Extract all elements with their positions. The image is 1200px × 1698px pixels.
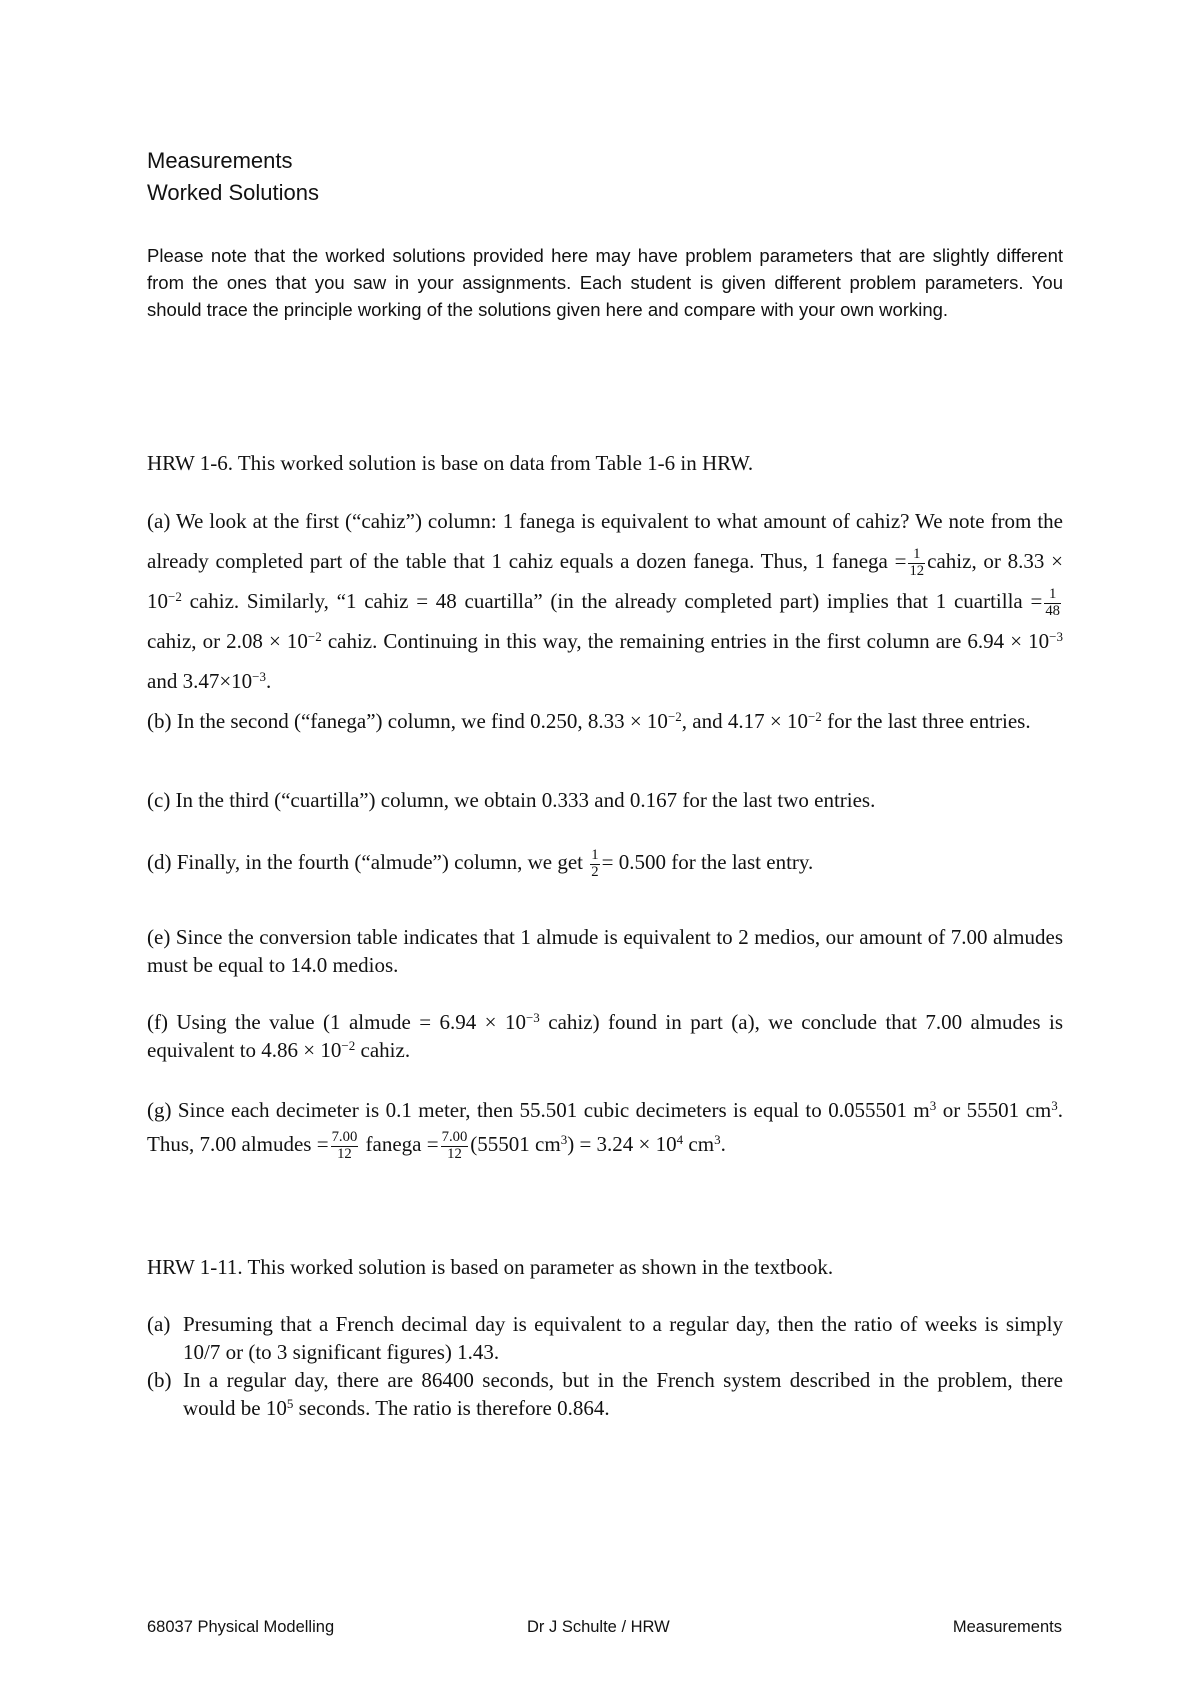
problem-1-11-part-b: (b) In a regular day, there are 86400 seconds, but in the French system described in the problem, there would be $10^5$ seconds. The ratio is therefore 0.864. (147, 1368, 1063, 1420)
fraction-1-12: $\frac{1}{12}$ (909, 546, 925, 579)
fraction-1-2: $\frac{1}{2}$ (591, 847, 599, 880)
problem-1-6-heading: HRW 1-6. This worked solution is base on data from Table 1-6 in HRW. (147, 451, 754, 475)
problem-1-6-part-b: (b) In the second (“fanega”) column, we find 0.250, $8.33 \times 10^{-2}$, and $4.17 \times 10^{-2}$ for the last three entries. (147, 708, 1031, 733)
footer-author: Dr J Schulte / HRW (527, 1618, 670, 1636)
document-header (147, 145, 319, 209)
intro-note: Please note that the worked solutions provided here may have problem parameters that are slightly different from the ones that you saw in your assignments. Each student is given different problem parameters. You should trace the principle working of the solutions given here and compare with your own working. (147, 245, 1063, 320)
problem-1-11-part-a: (a) Presuming that a French decimal day is equivalent to a regular day, then the ratio of weeks is simply 10/7 or (to 3 significant figures) 1.43. (147, 1312, 1063, 1364)
problem-1-6-part-f: (f) Using the value (1 almude = $6.94 \times 10^{-3}$ cahiz) found in part (a), we conclude that 7.00 almudes is equivalent to $4.86 \times 10^{-2}$ cahiz. (147, 1009, 1063, 1062)
problem-1-11-heading: HRW 1-11. This worked solution is based on parameter as shown in the textbook. (147, 1255, 834, 1279)
problem-1-6-part-d: (d) Finally, in the fourth (“almude”) column, we get $\frac{1}{2}$ = 0.500 for the last entry. (147, 847, 814, 880)
problem-1-6-part-e: (e) Since the conversion table indicates that 1 almude is equivalent to 2 medios, our amount of 7.00 almudes must be equal to 14.0 medios. (147, 925, 1063, 977)
fraction-7-12-a: $\frac{7.00}{12}$ (331, 1129, 358, 1162)
problem-1-6-part-g: (g) Since each decimeter is 0.1 meter, then 55.501 cubic decimeters is equal to 0.055501 $m^3$ or 55501 $cm^3$. Thus, 7.00 almudes = $\frac{7.00}{12}$ fanega = $\frac{7.00}{12}$ (55501 $cm^3) = 3.24 \times 10^4$ $cm^3$. (147, 1097, 1063, 1162)
footer-topic: Measurements (952, 1618, 1062, 1636)
problem-1-6-part-c: (c) In the third (“cuartilla”) column, we obtain 0.333 and 0.167 for the last two entries. (147, 788, 876, 812)
problem-1-6-part-a: (a) We look at the first (“cahiz”) column: 1 fanega is equivalent to what amount of cahiz? We note from the already completed part of the table that 1 cahiz equals a dozen fanega. Thus, 1 fanega = $\frac{1}{12}$ cahiz, or $8.33 \times 10^{-2}$ cahiz. Similarly, “1 cahiz = 48 cuartilla” (in the already completed part) implies that 1 cuartilla = $\frac{1}{48}$ cahiz, or $2.08 \times 10^{-2}$ cahiz. Continuing in this way, the remaining entries in the first column are $6.94 \times 10^{-3}$ and $3.47\times 10^{-3}$. (147, 509, 1063, 693)
fraction-1-48: $\frac{1}{48}$ (1045, 586, 1060, 619)
fraction-7-12-b: $\frac{7.00}{12}$ (441, 1129, 468, 1162)
problem-1-11-parts (147, 1310, 1063, 1422)
footer-course: 68037 Physical Modelling (147, 1618, 335, 1636)
document-title: Measurements (147, 148, 293, 173)
document-subtitle: Worked Solutions (147, 180, 320, 205)
